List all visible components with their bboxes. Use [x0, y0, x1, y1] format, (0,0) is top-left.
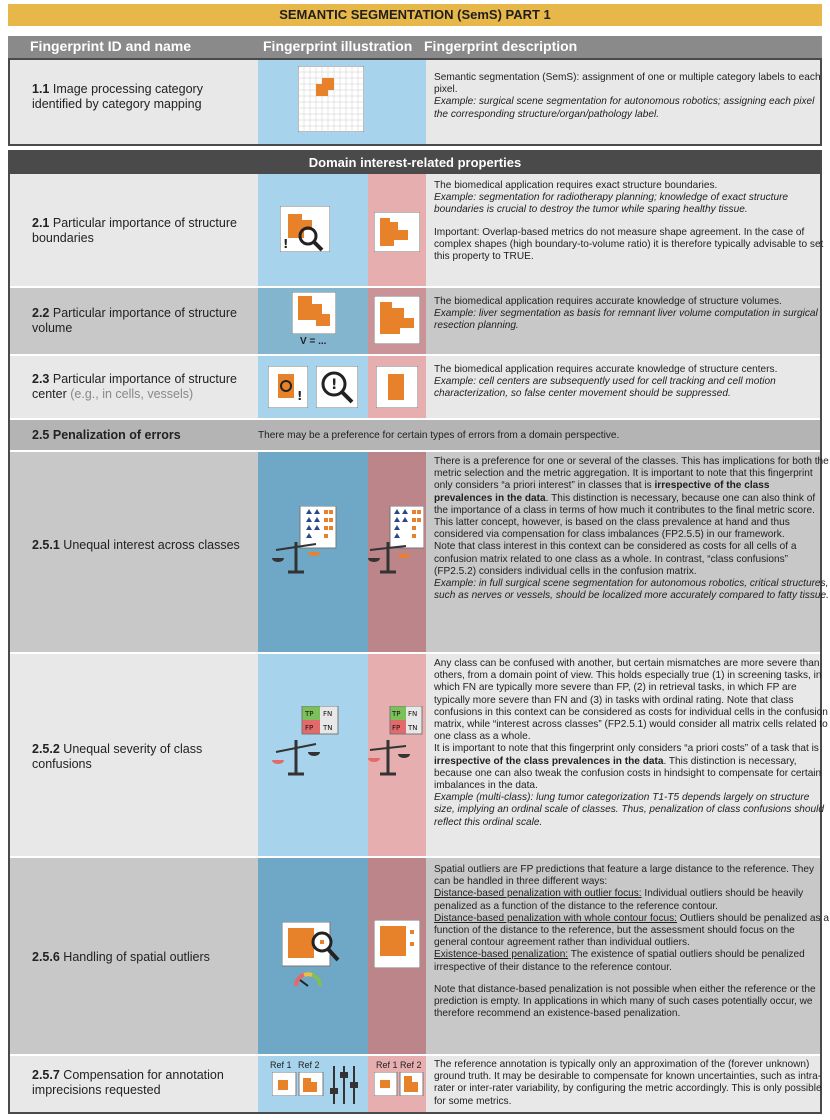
fp-2-1-description: The biomedical application requires exact structure boundaries. Example: segmentation for radiotherapy planning; knowledge of exact structure boundaries is crucial to destroy the tumor while sparing healthy tissue. Important: Overlap-based metrics do not measure shape agreement. In the case of complex shapes (high boundary-to-volume ratio) it is therefore typically advisable to set this property to TRUE. — [434, 180, 824, 263]
volume-shape-icon — [292, 292, 336, 334]
volume-grid-icon — [374, 296, 420, 344]
fp-1-1-description: Semantic segmentation (SemS): assignment of one or multiple category labels to each pixel. Example: surgical scene segmentation for autonomous robotics; assigning each pixel the corresponding structure/organ/pathology label. — [434, 72, 821, 120]
fp-row-2-5-1 — [10, 452, 829, 652]
fp-2-3-description: The biomedical application requires accurate knowledge of structure centers. Example: cell centers are subsequently used for cell tracking and cell motion characterization, so false center movement should be suppressed. — [434, 364, 778, 400]
col-description: Fingerprint description — [424, 38, 578, 54]
fp-2-5-2-description: Any class can be confused with another, but certain mismatches are more severe than others, from a domain point of view. This holds especially true (1) in screening tasks, in which FN are typically more severe than FP, (2) in retrieval tasks, in which FP are typically more severe than FN and (3) in tasks with ordinal rating. Note that class confusions in this context can be considered as costs for individual cells in the confusion matrix, while “interest across classes” (FP2.5.1) would consider all matrix cells related to one class as a whole. It is important to note that this fingerprint only considers “a priori costs” of a task that is irrespective of the class prevalences in the data. This distinction is necessary, because one can also tweak the confusion costs in hindsight to compensate for certain imbalances in the data. Example (multi-class): lung tumor categorization T1-T5 depends largely on structure size, implying an ordinal scale of classes. Thus, penalization of class confusions should reflect this ordinal scale. — [434, 658, 828, 828]
volume-label: V = ... — [300, 336, 327, 347]
column-header — [8, 36, 822, 58]
col-id-name: Fingerprint ID and name — [30, 38, 192, 54]
segmentation-grid-icon — [298, 66, 364, 132]
boundary-shape-icon — [374, 212, 420, 252]
fp-1-1-name: 1.1 Image processing category identified by category mapping — [32, 82, 203, 111]
fp-row-2-5 — [10, 420, 820, 450]
cm-tn-label: TN — [323, 724, 333, 732]
fp-2-2-name: 2.2 Particular importance of structure volume — [32, 306, 237, 335]
reference-pair-icon — [272, 1072, 324, 1096]
class-interest-scale-icon — [272, 506, 338, 576]
fp-2-2-description: The biomedical application requires accurate knowledge of structure volumes. Example: liver segmentation as basis for remnant liver volume computation in surgical resection planning. — [434, 296, 818, 332]
fp-2-5-6-name: 2.5.6 Handling of spatial outliers — [32, 950, 210, 964]
category-box — [8, 58, 822, 146]
outlier-shape-icon — [374, 920, 420, 968]
svg-text:!: ! — [297, 389, 303, 403]
fp-2-3-name: 2.3 Particular importance of structure center (e.g., in cells, vessels) — [32, 372, 237, 401]
fp-2-1-name: 2.1 Particular importance of structure boundaries — [32, 216, 237, 245]
fp-2-5-name: 2.5 Penalization of errors — [32, 428, 181, 442]
fp-2-5-2-name: 2.5.2 Unequal severity of class confusions — [32, 742, 203, 771]
cm-tp-ref-label: TP — [392, 710, 401, 718]
cm-tn-ref-label: TN — [408, 724, 418, 732]
ref2-label: Ref 2 — [298, 1060, 320, 1070]
fp-row-2-3 — [10, 356, 820, 418]
confusion-scale-ref-icon — [368, 706, 424, 778]
outlier-magnifier-icon — [282, 922, 346, 994]
confusion-scale-icon — [272, 706, 342, 778]
ref1-label: Ref 1 — [270, 1060, 292, 1070]
svg-text:!: ! — [283, 237, 289, 251]
fp-row-2-2 — [10, 288, 820, 354]
reference-pair-alt-icon — [374, 1072, 424, 1096]
page-title: SEMANTIC SEGMENTATION (SemS) PART 1 — [8, 4, 822, 26]
fp-row-2-5-2 — [10, 654, 828, 856]
ref1-label-alt: Ref 1 — [376, 1060, 398, 1070]
svg-text:!: ! — [331, 377, 338, 393]
boundary-magnifier-icon — [280, 206, 330, 252]
fp-2-5-7-name: 2.5.7 Compensation for annotation imprecisions requested — [32, 1068, 224, 1097]
fp-2-5-7-description: The reference annotation is typically only an approximation of the (forever unknown) ground truth. It may be desirable to compensate for known uncertainties, such as intra-rater or inter-rater variability, by configuring the metric accordingly. This is only possible for some metrics. — [434, 1059, 822, 1107]
section-header: Domain interest-related properties — [10, 152, 820, 174]
col-illustration: Fingerprint illustration — [263, 38, 413, 54]
fp-row-2-1 — [10, 174, 824, 286]
cm-fn-label: FN — [323, 710, 333, 718]
cm-tp-label: TP — [305, 710, 314, 718]
domain-properties-box — [8, 150, 830, 1114]
slider-controls-icon — [328, 1064, 362, 1106]
class-interest-scale-ref-icon — [368, 506, 424, 576]
fp-row-2-5-7 — [10, 1056, 820, 1112]
cm-fp-ref-label: FP — [392, 724, 401, 732]
center-shape-icon — [376, 366, 418, 408]
cm-fp-label: FP — [305, 724, 314, 732]
fp-2-5-6-description: Spatial outliers are FP predictions that feature a large distance to the reference. They can be handled in three different ways: Distance-based penalization with outlier focus: Individual outliers should be heavily penalized as a function of the distance to the reference contour. Distance-based penalization with whole contour focus: Outliers should be penalized as a function of the distance to the reference, but the assessment should focus on the general contour agreement rather than individual outliers. Existence-based penalization: The existence of spatial outliers should be penalized irrespective of their distance to the reference contour. Note that distance-based penalization is not possible when either the reference or the prediction is empty. In applications in which many of such cases potentially occur, we therefore recommend an existence-based penalization. — [434, 864, 830, 1020]
fp-row-2-5-6 — [10, 858, 830, 1054]
fp-2-5-1-description: There is a preference for one or several of the classes. This has implications for both the metric selection and the metric aggregation. It is important to note that this fingerprint only considers “a priori interest” in classes that is irrespective of the class prevalences in the data. This distinction is necessary, because one can also think of the importance of a class in terms of how much it contributes to the final metric score. This latter concept, however, is based on the class prevalence at hand and thus considered via compensation for class imbalances (FP2.5.5) in our framework. Note that class interest in this context can be considered as costs for all cells of a confusion matrix related to one class as a whole. In contrast, “class confusions” (FP2.5.2) considers individual cells in the confusion matrix. Example: in full surgical scene segmentation for autonomous robotics, critical structures, such as nerves or vessels, should be localized more accurately compared to fatty tissue. — [434, 456, 829, 602]
center-magnifier-icon — [316, 366, 358, 408]
center-target-icon — [268, 366, 308, 408]
ref2-label-alt: Ref 2 — [400, 1060, 422, 1070]
fp-row-1-1 — [10, 60, 820, 144]
cm-fn-ref-label: FN — [408, 710, 418, 718]
fp-2-5-description: There may be a preference for certain types of errors from a domain perspective. — [258, 430, 620, 441]
fp-2-5-1-name: 2.5.1 Unequal interest across classes — [32, 538, 240, 552]
